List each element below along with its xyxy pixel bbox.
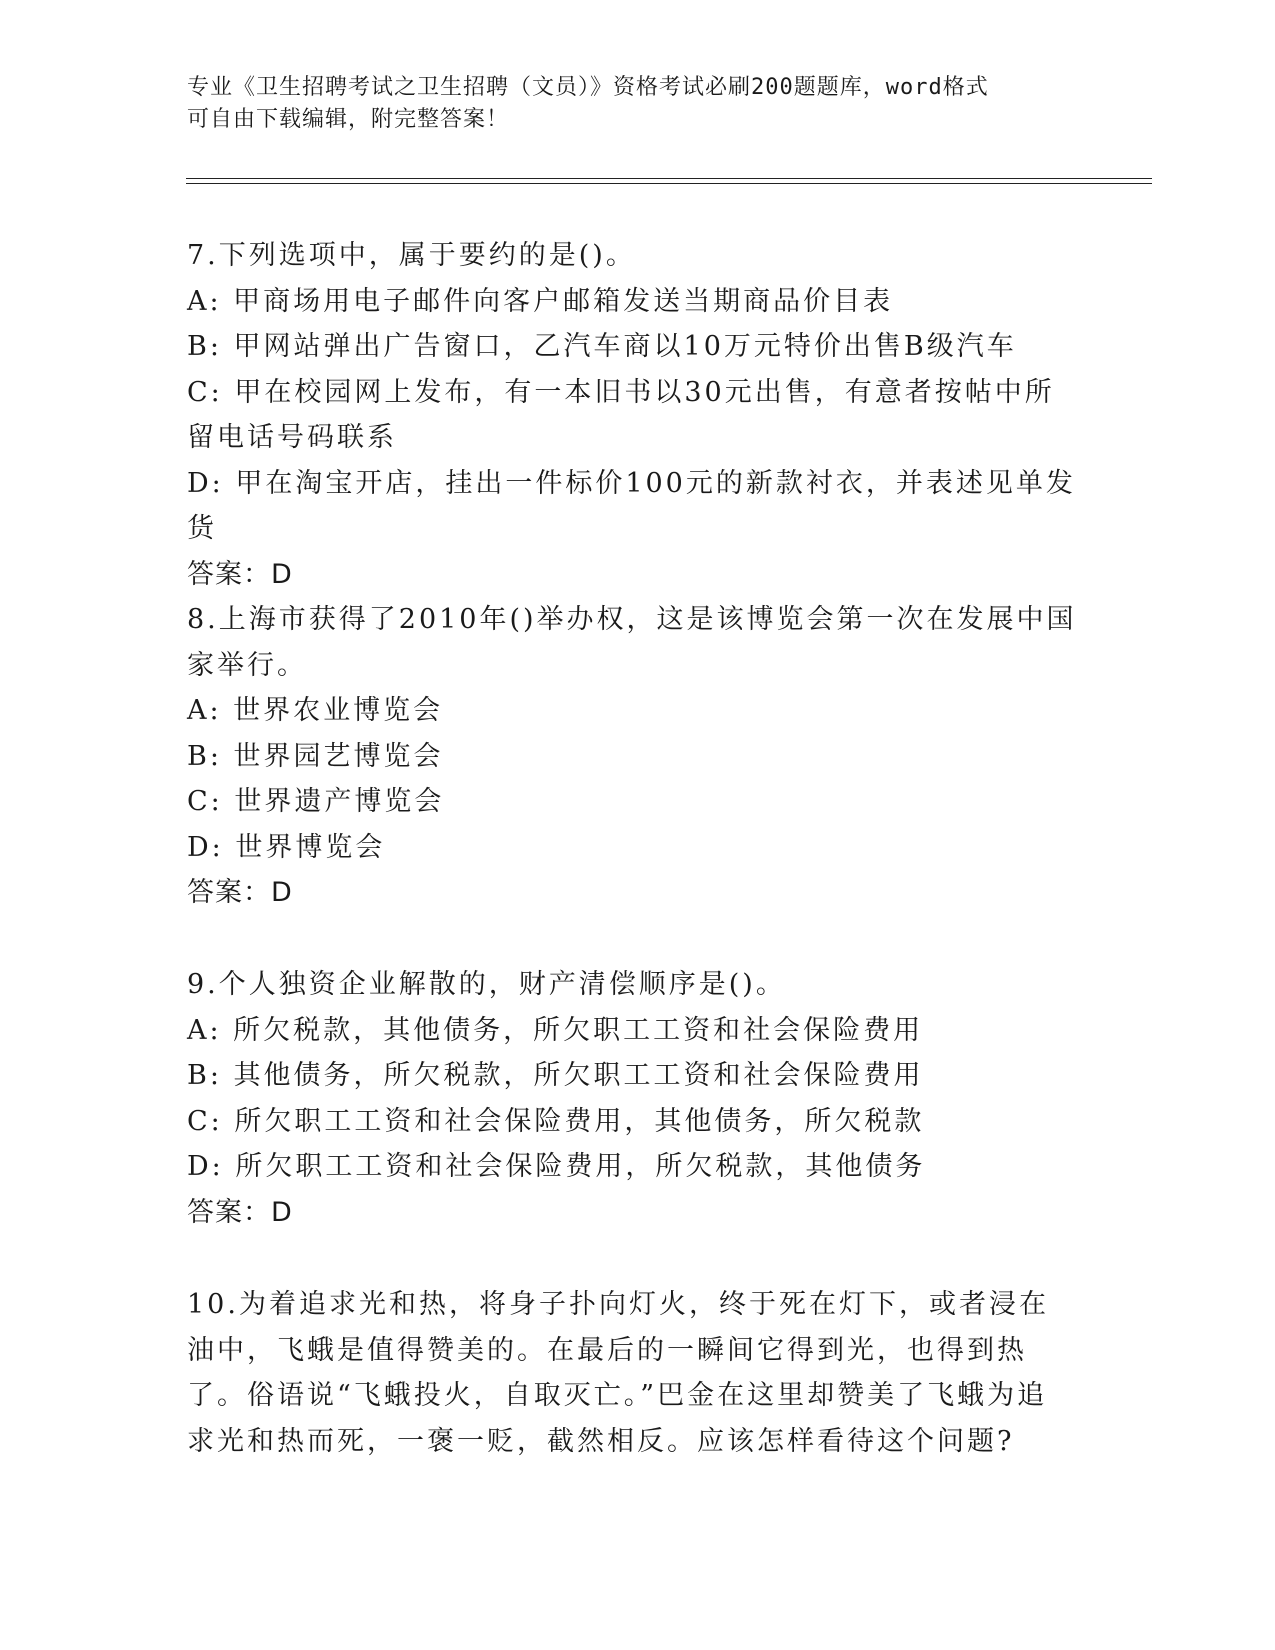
option-c: C: 甲在校园网上发布，有一本旧书以30元出售，有意者按帖中所留电话号码联系 bbox=[187, 376, 1055, 453]
option-b: B: 甲网站弹出广告窗口，乙汽车商以10万元特价出售B级汽车 bbox=[187, 331, 1017, 362]
option-b: B: 其他债务，所欠税款，所欠职工工资和社会保险费用 bbox=[187, 1060, 924, 1091]
question-stem: 8.上海市获得了2010年()举办权，这是该博览会第一次在发展中国家举行。 bbox=[187, 604, 1077, 681]
question-9 bbox=[187, 962, 1077, 1235]
option-d: D: 所欠职工工资和社会保险费用，所欠税款，其他债务 bbox=[187, 1151, 926, 1182]
question-10 bbox=[187, 1282, 1077, 1464]
header-line-1: 专业《卫生招聘考试之卫生招聘（文员）》资格考试必刷200题题库，word格式 bbox=[187, 75, 989, 100]
option-a: A: 世界农业博览会 bbox=[187, 695, 444, 726]
option-c: C: 世界遗产博览会 bbox=[187, 786, 445, 817]
option-a: A: 所欠税款，其他债务，所欠职工工资和社会保险费用 bbox=[187, 1014, 924, 1046]
question-stem: 9.个人独资企业解散的，财产清偿顺序是()。 bbox=[187, 969, 786, 1000]
document-header bbox=[187, 72, 1087, 136]
option-b: B: 世界园艺博览会 bbox=[187, 740, 444, 772]
question-8 bbox=[187, 597, 1077, 916]
option-d: D: 世界博览会 bbox=[187, 831, 386, 863]
option-a: A: 甲商场用电子邮件向客户邮箱发送当期商品价目表 bbox=[187, 285, 894, 317]
question-7 bbox=[187, 233, 1077, 597]
question-stem: 7.下列选项中，属于要约的是()。 bbox=[187, 240, 636, 271]
header-divider-bottom bbox=[186, 183, 1152, 184]
answer-label: 答案：D bbox=[187, 558, 293, 590]
answer-label: 答案：D bbox=[187, 877, 293, 908]
header-divider-top bbox=[186, 178, 1152, 179]
header-line-2: 可自由下载编辑，附完整答案！ bbox=[187, 107, 510, 132]
question-stem: 10.为着追求光和热，将身子扑向灯火，终于死在灯下，或者浸在油中，飞蛾是值得赞美的。在最后的一瞬间它得到光，也得到热了。俗语说“飞蛾投火，自取灭亡。”巴金在这里却赞美了飞蛾为追求光和热而死，一褒一贬，截然相反。应该怎样看待这个问题? bbox=[187, 1289, 1049, 1457]
option-d: D: 甲在淘宝开店，挂出一件标价100元的新款衬衣，并表述见单发货 bbox=[187, 467, 1076, 544]
option-c: C: 所欠职工工资和社会保险费用，其他债务，所欠税款 bbox=[187, 1105, 925, 1137]
answer-label: 答案：D bbox=[187, 1196, 293, 1228]
